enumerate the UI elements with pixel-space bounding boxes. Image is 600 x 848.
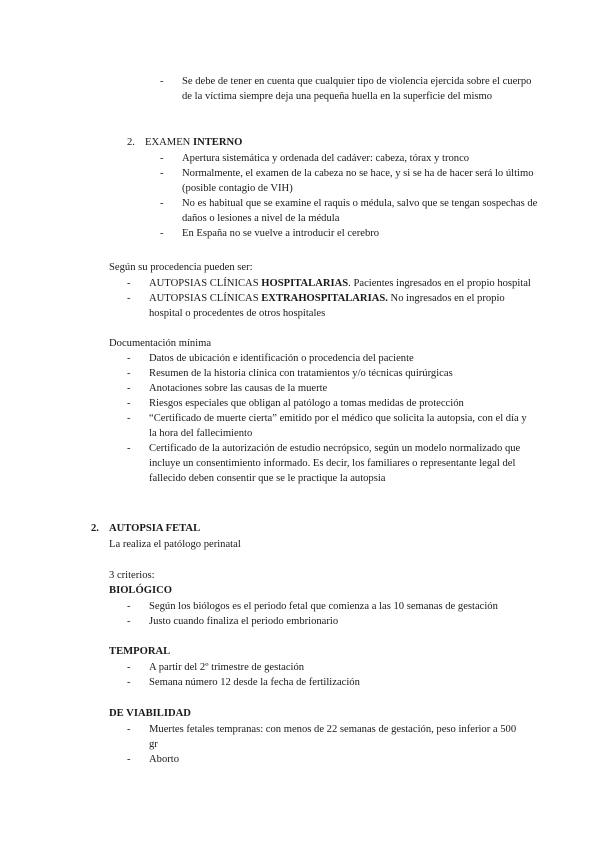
documentacion-list — [127, 351, 527, 486]
fetal-number: 2. — [91, 523, 99, 534]
list-item: - Justo cuando finaliza el periodo embrionario — [127, 614, 537, 629]
list-item: - Apertura sistemática y ordenada del cadáver: cabeza, tórax y tronco — [160, 151, 540, 166]
temporal-title: TEMPORAL — [109, 646, 171, 657]
biologico-title: BIOLÓGICO — [109, 585, 172, 596]
list-item: - Certificado de la autorización de estudio necrópsico, según un modelo normalizado que incluye un consentimiento informado. Es decir, los familiares o representante legal del fallecido deben consentir que se le practique la autopsia — [127, 441, 527, 486]
documentacion-heading: Documentación mínima — [109, 338, 212, 349]
section-number: 2. — [127, 137, 135, 148]
list-item — [127, 276, 532, 291]
list-item: - En España no se vuelve a introducir el cerebro — [160, 226, 540, 241]
section-heading — [145, 135, 242, 150]
procedencia-list — [127, 276, 532, 321]
fetal-title: AUTOPSIA FETAL — [109, 523, 201, 534]
list-item: - “Certificado de muerte cierta” emitido por el médico que solicita la autopsia, con el día y la hora del fallecimiento — [127, 411, 527, 441]
list-item: - Muertes fetales tempranas: con menos de 22 semanas de gestación, peso inferior a 500 gr — [127, 722, 527, 752]
list-item: - A partir del 2º trimestre de gestación — [127, 660, 537, 675]
criterios-label: 3 criterios: — [109, 570, 155, 581]
list-item: - Anotaciones sobre las causas de la muerte — [127, 381, 527, 396]
list-item: - Semana número 12 desde la fecha de fertilización — [127, 675, 537, 690]
fetal-subtitle: La realiza el patólogo perinatal — [109, 539, 241, 550]
heading-bold: INTERNO — [192, 137, 243, 148]
viabilidad-title: DE VIABILIDAD — [109, 708, 191, 719]
biologico-list — [127, 599, 537, 629]
item-bold: EXTRAHOSPITALARIAS. — [261, 293, 388, 304]
list-item: - No es habitual que se examine el raquis o médula, salvo que se tengan sospechas de daños o lesiones a nivel de la médula — [160, 196, 540, 226]
list-item: - Se debe de tener en cuenta que cualquier tipo de violencia ejercida sobre el cuerpo de la víctima siempre deja una pequeña huella en la superficie del mismo — [160, 74, 540, 104]
item-rest: . Pacientes ingresados en el propio hospital — [348, 278, 531, 289]
temporal-list — [127, 660, 537, 690]
intro-list — [160, 74, 540, 104]
list-item: - Según los biólogos es el periodo fetal que comienza a las 10 semanas de gestación — [127, 599, 537, 614]
list-item: - Normalmente, el examen de la cabeza no se hace, y si se ha de hacer será lo último (posible contagio de VIH) — [160, 166, 540, 196]
list-item: - Datos de ubicación e identificación o procedencia del paciente — [127, 351, 527, 366]
list-item: - Riesgos especiales que obligan al patólogo a tomas medidas de protección — [127, 396, 527, 411]
item-rest: No ingresados en el propio hospital o procedentes de otros hospitales — [149, 293, 505, 319]
viabilidad-list — [127, 722, 527, 767]
list-item: - Resumen de la historia clínica con tratamientos y/o técnicas quirúrgicas — [127, 366, 527, 381]
item-prefix: AUTOPSIAS CLÍNICAS — [149, 293, 262, 304]
heading-prefix: EXAMEN — [145, 137, 193, 148]
item-bold: HOSPITALARIAS — [261, 278, 349, 289]
list-item: - Aborto — [127, 752, 527, 767]
item-prefix: AUTOPSIAS CLÍNICAS — [149, 278, 262, 289]
examen-list — [160, 151, 540, 241]
procedencia-heading: Según su procedencia pueden ser: — [109, 262, 253, 273]
list-item — [127, 291, 532, 321]
